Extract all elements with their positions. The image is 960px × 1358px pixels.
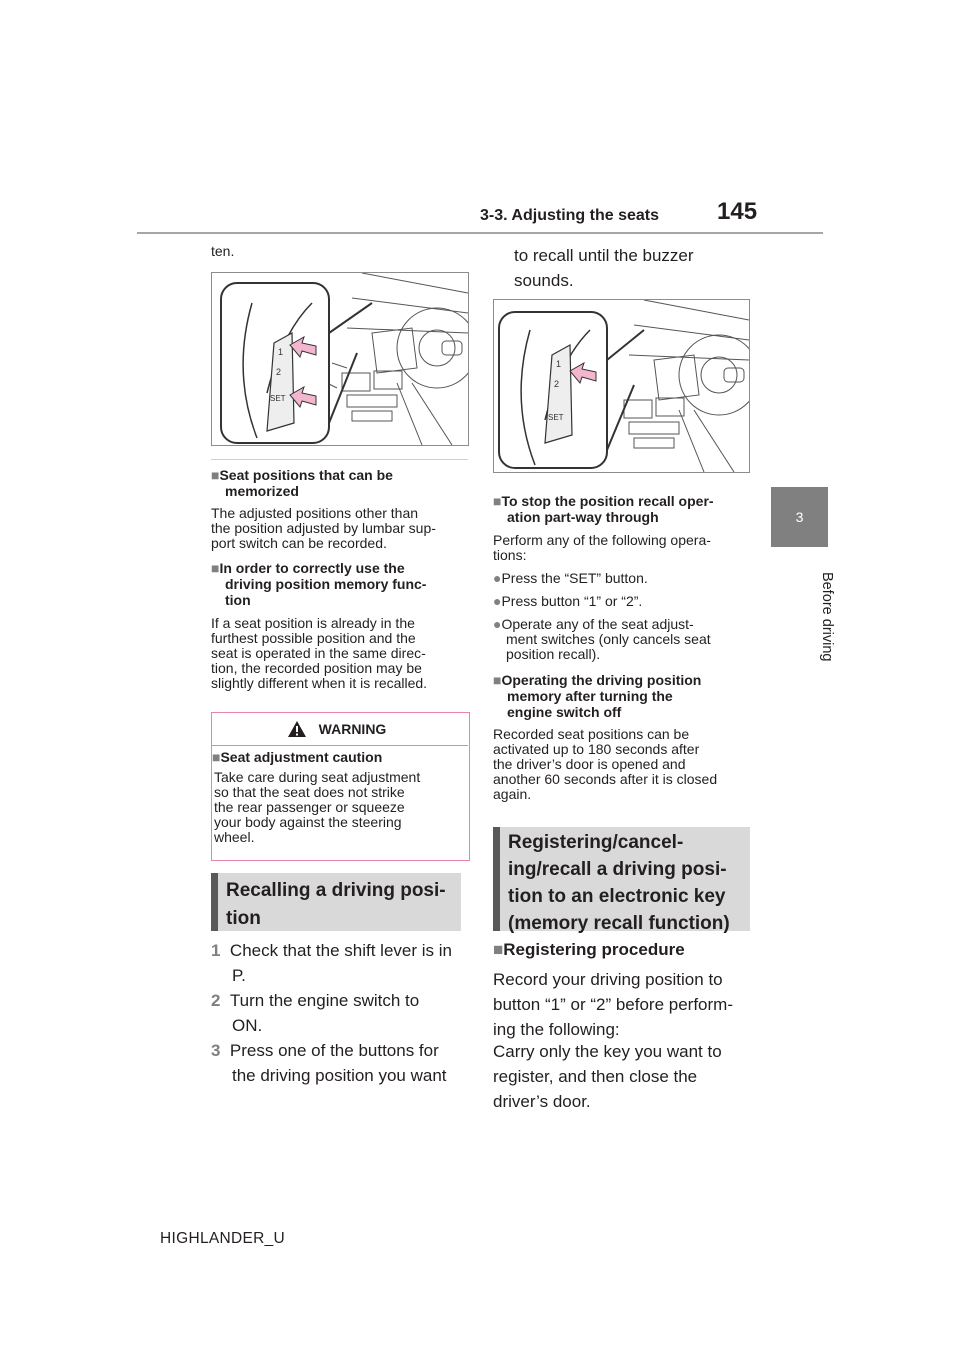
svg-text:2: 2 <box>554 379 560 389</box>
svg-text:SET: SET <box>548 413 564 422</box>
header-rule <box>137 232 823 234</box>
memory-switch-illustration <box>212 273 468 445</box>
square-bullet-icon: ■ <box>212 749 221 765</box>
heading-engine-off: ■Operating the driving position memory after turning the engine switch off <box>493 672 702 720</box>
chapter-number: 3 <box>795 509 804 525</box>
round-bullet-icon: ● <box>493 593 502 609</box>
warning-title: WARNING <box>211 713 468 746</box>
step-3: 3 Press one of the buttons for the driving position you want <box>211 1041 447 1085</box>
round-bullet-icon: ● <box>493 570 502 586</box>
svg-text:1: 1 <box>278 347 284 357</box>
section-title: 3-3. Adjusting the seats <box>480 207 659 224</box>
memory-switch-figure-recall <box>493 299 750 473</box>
stop-recall-intro: Perform any of the following opera- tions: <box>493 532 711 563</box>
heading-correct-use: ■In order to correctly use the driving position memory func- tion <box>211 560 427 608</box>
engine-off-body: Recorded seat positions can be activated up to 180 seconds after the driver’s door is opened and another 60 seconds after it is closed again. <box>493 726 718 802</box>
svg-text:SET: SET <box>270 394 286 403</box>
heading-stop-recall: ■To stop the position recall oper- ation part-way through <box>493 493 714 525</box>
memory-switch-figure-set <box>211 272 469 446</box>
registering-paragraph-1: Record your driving position to button “1” or “2” before perform- ing the following: <box>493 970 733 1039</box>
warning-triangle-icon <box>287 720 307 738</box>
correct-use-body: If a seat position is already in the furthest possible position and the seat is operated in the same direc- tion, the recorded position may be slightly different when it is recalled. <box>211 615 428 691</box>
svg-text:2: 2 <box>276 367 282 377</box>
divider <box>211 459 468 460</box>
seat-positions-body: The adjusted positions other than the position adjusted by lumbar sup- port switch can be recorded. <box>211 505 436 551</box>
warning-body: Take care during seat adjustment so that the seat does not strike the rear passenger or squeeze your body against the steering wheel. <box>214 769 421 845</box>
square-bullet-icon: ■ <box>211 560 220 576</box>
page-number: 145 <box>717 198 758 225</box>
round-bullet-icon: ● <box>493 616 502 632</box>
warning-subheading: ■Seat adjustment caution <box>212 749 383 765</box>
heading-seat-positions: ■Seat positions that can be memorized <box>211 467 393 499</box>
chapter-label: Before driving <box>819 572 835 662</box>
square-bullet-icon: ■ <box>493 493 502 509</box>
square-bullet-icon: ■ <box>211 467 220 483</box>
memory-recall-section-heading: Registering/cancel- ing/recall a driving posi- tion to an electronic key (memory recall function) <box>493 827 750 931</box>
footer-model: HIGHLANDER_U <box>160 1230 286 1247</box>
memory-switch-illustration <box>494 300 749 472</box>
step-1: 1 Check that the shift lever is in P. <box>211 941 452 985</box>
stop-recall-bullet: ●Press the “SET” button. <box>493 570 648 586</box>
heading-registering-procedure: ■Registering procedure <box>493 940 685 959</box>
recall-section-heading: Recalling a driving posi- tion <box>211 873 461 931</box>
stop-recall-bullet: ●Press button “1” or “2”. <box>493 593 643 609</box>
continuation-text: ten. <box>211 243 235 259</box>
svg-text:1: 1 <box>556 359 562 369</box>
registering-paragraph-2: Carry only the key you want to register, and then close the driver’s door. <box>493 1042 722 1111</box>
step-2: 2 Turn the engine switch to ON. <box>211 991 420 1035</box>
stop-recall-bullet: ●Operate any of the seat adjust- ment switches (only cancels seat position recall). <box>493 616 711 662</box>
square-bullet-icon: ■ <box>493 672 502 688</box>
step-3-continuation: to recall until the buzzer sounds. <box>514 246 694 290</box>
square-bullet-icon: ■ <box>493 940 504 959</box>
chapter-tab[interactable] <box>771 487 828 547</box>
